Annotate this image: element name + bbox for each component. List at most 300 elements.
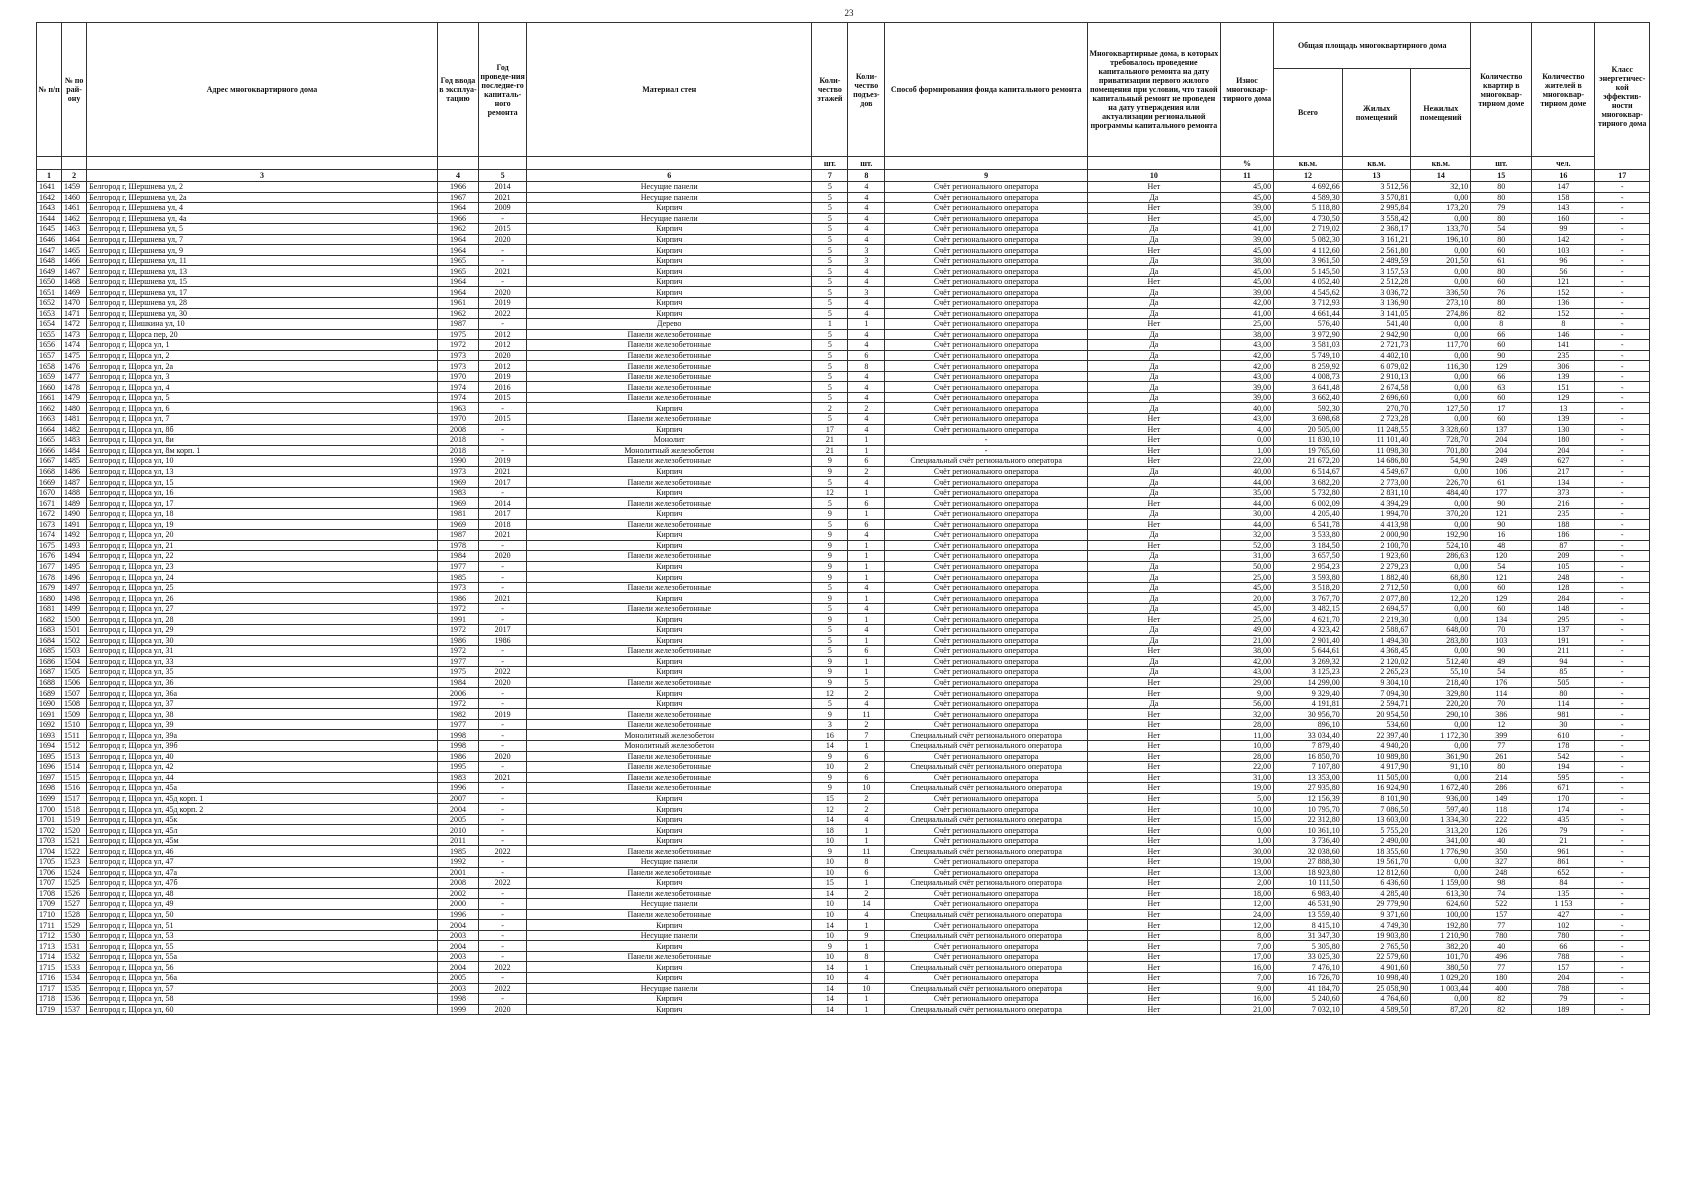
cell-year-built: 1975 [437,329,478,340]
column-number: 11 [1220,170,1273,182]
cell-wall-material: Панели железобетонные [527,382,812,393]
cell-wear-percent: 45,00 [1220,192,1273,203]
cell-year-built: 2003 [437,930,478,941]
cell-wear-percent: 38,00 [1220,255,1273,266]
cell-row-index: 1691 [37,709,62,720]
cell-energy-class: - [1595,951,1650,962]
table-row [37,962,1650,973]
cell-wall-material: Кирпич [527,614,812,625]
cell-area-nonresidential: 329,80 [1411,688,1471,699]
table-row [37,951,1650,962]
cell-row-index: 1687 [37,667,62,678]
cell-repair-required: Нет [1087,909,1220,920]
unit-area-nonresidential: кв.м. [1411,157,1471,170]
cell-energy-class: - [1595,867,1650,878]
cell-entrances: 4 [848,603,885,614]
cell-wall-material: Кирпич [527,688,812,699]
cell-area-residential: 270,70 [1342,403,1411,414]
cell-floors: 2 [812,403,848,414]
cell-repair-required: Да [1087,698,1220,709]
cell-district-index: 1486 [62,466,87,477]
cell-residents: 427 [1532,909,1595,920]
cell-wear-percent: 42,00 [1220,298,1273,309]
cell-floors: 14 [812,983,848,994]
cell-apartments: 49 [1471,656,1532,667]
cell-area-nonresidential: 55,10 [1411,667,1471,678]
cell-floors: 5 [812,498,848,509]
cell-area-nonresidential: 0,00 [1411,392,1471,403]
cell-entrances: 4 [848,814,885,825]
cell-wall-material: Панели железобетонные [527,603,812,614]
cell-last-repair-year: 2019 [479,298,527,309]
cell-energy-class: - [1595,487,1650,498]
cell-area-total: 7 032,10 [1274,1004,1343,1015]
cell-floors: 21 [812,435,848,446]
cell-area-residential: 1 494,30 [1342,635,1411,646]
cell-area-total: 22 312,80 [1274,814,1343,825]
cell-area-residential: 2 831,10 [1342,487,1411,498]
cell-entrances: 6 [848,519,885,530]
cell-row-index: 1695 [37,751,62,762]
cell-apartments: 98 [1471,878,1532,889]
column-number: 9 [885,170,1088,182]
cell-area-nonresidential: 3 328,60 [1411,424,1471,435]
cell-entrances: 4 [848,392,885,403]
cell-fund-method: Счёт регионального оператора [885,530,1088,541]
cell-area-total: 8 259,92 [1274,361,1343,372]
cell-residents: 30 [1532,719,1595,730]
cell-district-index: 1531 [62,941,87,952]
cell-wear-percent: 39,00 [1220,287,1273,298]
cell-energy-class: - [1595,825,1650,836]
cell-energy-class: - [1595,319,1650,330]
cell-wear-percent: 50,00 [1220,561,1273,572]
cell-fund-method: Специальный счёт регионального оператора [885,456,1088,467]
cell-wall-material: Кирпич [527,287,812,298]
cell-row-index: 1656 [37,340,62,351]
cell-address: Белгород г, Щорса ул, 30 [87,635,438,646]
table-row [37,825,1650,836]
cell-district-index: 1532 [62,951,87,962]
cell-entrances: 1 [848,551,885,562]
cell-wall-material: Кирпич [527,466,812,477]
cell-wall-material: Панели железобетонные [527,582,812,593]
table-row [37,698,1650,709]
cell-area-nonresidential: 0,00 [1411,740,1471,751]
cell-address: Белгород г, Шершнева ул, 2а [87,192,438,203]
cell-area-nonresidential: 273,10 [1411,298,1471,309]
cell-area-residential: 3 570,81 [1342,192,1411,203]
cell-repair-required: Нет [1087,614,1220,625]
cell-wall-material: Монолит [527,435,812,446]
cell-area-total: 20 505,00 [1274,424,1343,435]
cell-energy-class: - [1595,582,1650,593]
table-row [37,593,1650,604]
cell-wall-material: Кирпич [527,814,812,825]
cell-area-nonresidential: 201,50 [1411,255,1471,266]
cell-repair-required: Нет [1087,688,1220,699]
table-row [37,551,1650,562]
cell-area-total: 11 830,10 [1274,435,1343,446]
cell-energy-class: - [1595,308,1650,319]
cell-fund-method: Счёт регионального оператора [885,382,1088,393]
cell-repair-required: Нет [1087,740,1220,751]
column-number: 14 [1411,170,1471,182]
cell-year-built: 1977 [437,656,478,667]
cell-address: Белгород г, Шершнева ул, 2 [87,182,438,193]
cell-area-nonresidential: 370,20 [1411,508,1471,519]
col-header-energy-class: Класс энергетичес-кой эффектив-ности многоквар-тирного дома [1595,23,1650,170]
cell-area-residential: 4 402,10 [1342,350,1411,361]
cell-floors: 14 [812,1004,848,1015]
cell-wall-material: Кирпич [527,540,812,551]
cell-district-index: 1537 [62,1004,87,1015]
cell-year-built: 1990 [437,456,478,467]
cell-address: Белгород г, Шершнева ул, 7 [87,234,438,245]
cell-fund-method: Счёт регионального оператора [885,561,1088,572]
cell-area-nonresidential: 12,20 [1411,593,1471,604]
column-number: 13 [1342,170,1411,182]
table-row [37,466,1650,477]
cell-wear-percent: 35,00 [1220,487,1273,498]
cell-fund-method: Счёт регионального оператора [885,656,1088,667]
cell-area-total: 4 112,60 [1274,245,1343,256]
cell-area-residential: 1 923,60 [1342,551,1411,562]
cell-residents: 128 [1532,582,1595,593]
cell-area-nonresidential: 0,00 [1411,319,1471,330]
cell-wall-material: Кирпич [527,667,812,678]
cell-floors: 9 [812,751,848,762]
table-row [37,677,1650,688]
cell-area-total: 3 533,80 [1274,530,1343,541]
table-row [37,846,1650,857]
cell-area-nonresidential: 0,00 [1411,582,1471,593]
cell-wall-material: Кирпич [527,994,812,1005]
cell-energy-class: - [1595,298,1650,309]
cell-district-index: 1489 [62,498,87,509]
cell-wear-percent: 52,00 [1220,540,1273,551]
cell-area-nonresidential: 0,00 [1411,266,1471,277]
cell-wear-percent: 42,00 [1220,350,1273,361]
cell-fund-method: Счёт регионального оператора [885,234,1088,245]
cell-repair-required: Нет [1087,435,1220,446]
cell-year-built: 1974 [437,392,478,403]
table-row [37,941,1650,952]
cell-area-total: 6 541,78 [1274,519,1343,530]
cell-district-index: 1514 [62,762,87,773]
cell-area-residential: 2 368,17 [1342,224,1411,235]
cell-fund-method: Счёт регионального оператора [885,340,1088,351]
table-row [37,477,1650,488]
cell-energy-class: - [1595,456,1650,467]
cell-floors: 5 [812,245,848,256]
cell-area-total: 27 935,80 [1274,783,1343,794]
unit-cell [885,157,1088,170]
cell-entrances: 4 [848,308,885,319]
cell-last-repair-year: - [479,951,527,962]
cell-district-index: 1535 [62,983,87,994]
cell-energy-class: - [1595,603,1650,614]
cell-year-built: 1987 [437,530,478,541]
cell-wear-percent: 45,00 [1220,276,1273,287]
cell-last-repair-year: 2021 [479,266,527,277]
cell-last-repair-year: 2019 [479,456,527,467]
cell-address: Белгород г, Щорса ул, 8б [87,424,438,435]
cell-wear-percent: 22,00 [1220,456,1273,467]
cell-energy-class: - [1595,677,1650,688]
cell-apartments: 120 [1471,551,1532,562]
cell-apartments: 77 [1471,962,1532,973]
cell-entrances: 1 [848,319,885,330]
cell-area-total: 10 795,70 [1274,804,1343,815]
cell-last-repair-year: - [479,245,527,256]
cell-residents: 94 [1532,656,1595,667]
cell-apartments: 400 [1471,983,1532,994]
cell-area-nonresidential: 624,60 [1411,899,1471,910]
cell-row-index: 1683 [37,624,62,635]
cell-fund-method: Счёт регионального оператора [885,392,1088,403]
cell-fund-method: Счёт регионального оператора [885,182,1088,193]
cell-floors: 5 [812,213,848,224]
cell-apartments: 74 [1471,888,1532,899]
cell-entrances: 1 [848,445,885,456]
cell-wear-percent: 31,00 [1220,551,1273,562]
cell-repair-required: Да [1087,266,1220,277]
col-header-last-repair: Год проведе-ния последне-го капиталь-ного ремонта [479,23,527,157]
housing-register-table [36,22,1650,1015]
cell-floors: 9 [812,572,848,583]
cell-apartments: 204 [1471,445,1532,456]
cell-year-built: 1992 [437,857,478,868]
cell-apartments: 214 [1471,772,1532,783]
cell-energy-class: - [1595,477,1650,488]
cell-wall-material: Панели железобетонные [527,361,812,372]
cell-district-index: 1495 [62,561,87,572]
cell-energy-class: - [1595,561,1650,572]
cell-area-nonresidential: 0,00 [1411,603,1471,614]
cell-repair-required: Да [1087,298,1220,309]
cell-energy-class: - [1595,255,1650,266]
cell-year-built: 1996 [437,783,478,794]
table-row [37,361,1650,372]
cell-last-repair-year: 2022 [479,667,527,678]
cell-wear-percent: 20,00 [1220,593,1273,604]
cell-entrances: 4 [848,414,885,425]
cell-area-total: 7 107,80 [1274,762,1343,773]
cell-entrances: 1 [848,740,885,751]
cell-address: Белгород г, Щорса ул, 60 [87,1004,438,1015]
cell-repair-required: Да [1087,603,1220,614]
cell-area-total: 14 299,00 [1274,677,1343,688]
cell-energy-class: - [1595,287,1650,298]
cell-last-repair-year: - [479,719,527,730]
cell-area-residential: 3 157,53 [1342,266,1411,277]
cell-address: Белгород г, Щорса ул, 13 [87,466,438,477]
cell-district-index: 1482 [62,424,87,435]
cell-apartments: 177 [1471,487,1532,498]
table-row [37,762,1650,773]
cell-energy-class: - [1595,909,1650,920]
cell-area-total: 31 347,30 [1274,930,1343,941]
cell-district-index: 1484 [62,445,87,456]
cell-repair-required: Да [1087,593,1220,604]
cell-area-residential: 19 903,80 [1342,930,1411,941]
cell-repair-required: Да [1087,234,1220,245]
cell-wall-material: Кирпич [527,508,812,519]
cell-address: Белгород г, Шершнева ул, 28 [87,298,438,309]
cell-entrances: 2 [848,888,885,899]
cell-area-residential: 11 101,40 [1342,435,1411,446]
cell-area-residential: 4 368,45 [1342,646,1411,657]
cell-repair-required: Нет [1087,677,1220,688]
cell-row-index: 1646 [37,234,62,245]
cell-district-index: 1471 [62,308,87,319]
cell-entrances: 10 [848,783,885,794]
cell-area-total: 5 082,30 [1274,234,1343,245]
cell-residents: 99 [1532,224,1595,235]
cell-address: Белгород г, Щорса ул, 24 [87,572,438,583]
cell-address: Белгород г, Щорса ул, 44 [87,772,438,783]
table-row [37,582,1650,593]
cell-row-index: 1662 [37,403,62,414]
cell-area-residential: 2 490,00 [1342,835,1411,846]
cell-last-repair-year: - [479,614,527,625]
cell-area-nonresidential: 1 003,44 [1411,983,1471,994]
cell-address: Белгород г, Щорса ул, 15 [87,477,438,488]
cell-area-total: 8 415,10 [1274,920,1343,931]
cell-wear-percent: 44,00 [1220,498,1273,509]
cell-energy-class: - [1595,730,1650,741]
cell-district-index: 1478 [62,382,87,393]
cell-apartments: 61 [1471,477,1532,488]
cell-row-index: 1692 [37,719,62,730]
cell-address: Белгород г, Щорса ул, 39а [87,730,438,741]
cell-residents: 102 [1532,920,1595,931]
cell-fund-method: Счёт регионального оператора [885,677,1088,688]
cell-year-built: 1969 [437,519,478,530]
cell-area-residential: 2 219,30 [1342,614,1411,625]
cell-area-residential: 2 588,67 [1342,624,1411,635]
cell-repair-required: Нет [1087,245,1220,256]
table-row [37,624,1650,635]
cell-fund-method: Специальный счёт регионального оператора [885,783,1088,794]
cell-wear-percent: 39,00 [1220,234,1273,245]
cell-floors: 10 [812,951,848,962]
cell-residents: 306 [1532,361,1595,372]
cell-fund-method: Специальный счёт регионального оператора [885,878,1088,889]
cell-area-nonresidential: 173,20 [1411,203,1471,214]
cell-row-index: 1712 [37,930,62,941]
cell-row-index: 1669 [37,477,62,488]
cell-residents: 121 [1532,276,1595,287]
cell-district-index: 1497 [62,582,87,593]
cell-apartments: 80 [1471,234,1532,245]
cell-area-nonresidential: 484,40 [1411,487,1471,498]
cell-apartments: 149 [1471,793,1532,804]
cell-energy-class: - [1595,973,1650,984]
cell-last-repair-year: 2017 [479,477,527,488]
cell-district-index: 1510 [62,719,87,730]
cell-district-index: 1518 [62,804,87,815]
cell-residents: 147 [1532,182,1595,193]
cell-area-total: 3 593,80 [1274,572,1343,583]
cell-district-index: 1470 [62,298,87,309]
cell-year-built: 1973 [437,361,478,372]
cell-residents: 137 [1532,624,1595,635]
cell-row-index: 1704 [37,846,62,857]
cell-entrances: 14 [848,899,885,910]
cell-wear-percent: 29,00 [1220,677,1273,688]
cell-last-repair-year: 2020 [479,234,527,245]
cell-district-index: 1527 [62,899,87,910]
cell-year-built: 2008 [437,424,478,435]
cell-year-built: 2000 [437,899,478,910]
cell-residents: 295 [1532,614,1595,625]
cell-repair-required: Да [1087,329,1220,340]
table-row [37,530,1650,541]
cell-wall-material: Дерево [527,319,812,330]
cell-wall-material: Кирпич [527,593,812,604]
table-row [37,382,1650,393]
cell-energy-class: - [1595,740,1650,751]
cell-last-repair-year: 2016 [479,382,527,393]
cell-row-index: 1671 [37,498,62,509]
cell-wear-percent: 42,00 [1220,361,1273,372]
cell-energy-class: - [1595,213,1650,224]
cell-floors: 5 [812,203,848,214]
col-header-area-residential: Жилых помещений [1342,69,1411,157]
cell-fund-method: Счёт регионального оператора [885,319,1088,330]
table-row [37,635,1650,646]
cell-last-repair-year: - [479,656,527,667]
cell-entrances: 8 [848,361,885,372]
cell-area-total: 3 641,48 [1274,382,1343,393]
cell-last-repair-year: - [479,835,527,846]
cell-energy-class: - [1595,519,1650,530]
cell-address: Белгород г, Шершнева ул, 5 [87,224,438,235]
cell-last-repair-year: - [479,276,527,287]
cell-floors: 5 [812,582,848,593]
cell-address: Белгород г, Щорса ул, 40 [87,751,438,762]
cell-area-total: 592,30 [1274,403,1343,414]
cell-area-nonresidential: 286,63 [1411,551,1471,562]
cell-fund-method: Специальный счёт регионального оператора [885,909,1088,920]
cell-fund-method: Счёт регионального оператора [885,403,1088,414]
cell-wear-percent: 11,00 [1220,730,1273,741]
cell-address: Белгород г, Щорса ул, 2а [87,361,438,372]
cell-row-index: 1686 [37,656,62,667]
cell-wall-material: Кирпич [527,298,812,309]
cell-repair-required: Нет [1087,424,1220,435]
cell-address: Белгород г, Шершнева ул, 4 [87,203,438,214]
cell-address: Белгород г, Щорса ул, 35 [87,667,438,678]
cell-area-residential: 7 086,50 [1342,804,1411,815]
cell-area-total: 27 888,30 [1274,857,1343,868]
cell-energy-class: - [1595,593,1650,604]
cell-last-repair-year: 2014 [479,498,527,509]
cell-area-total: 6 002,09 [1274,498,1343,509]
cell-area-residential: 16 924,90 [1342,783,1411,794]
cell-residents: 671 [1532,783,1595,794]
cell-repair-required: Нет [1087,445,1220,456]
cell-address: Белгород г, Щорса ул, 25 [87,582,438,593]
cell-repair-required: Нет [1087,962,1220,973]
cell-fund-method: Счёт регионального оператора [885,213,1088,224]
cell-apartments: 399 [1471,730,1532,741]
cell-fund-method: Счёт регионального оператора [885,266,1088,277]
cell-district-index: 1534 [62,973,87,984]
cell-year-built: 1986 [437,593,478,604]
